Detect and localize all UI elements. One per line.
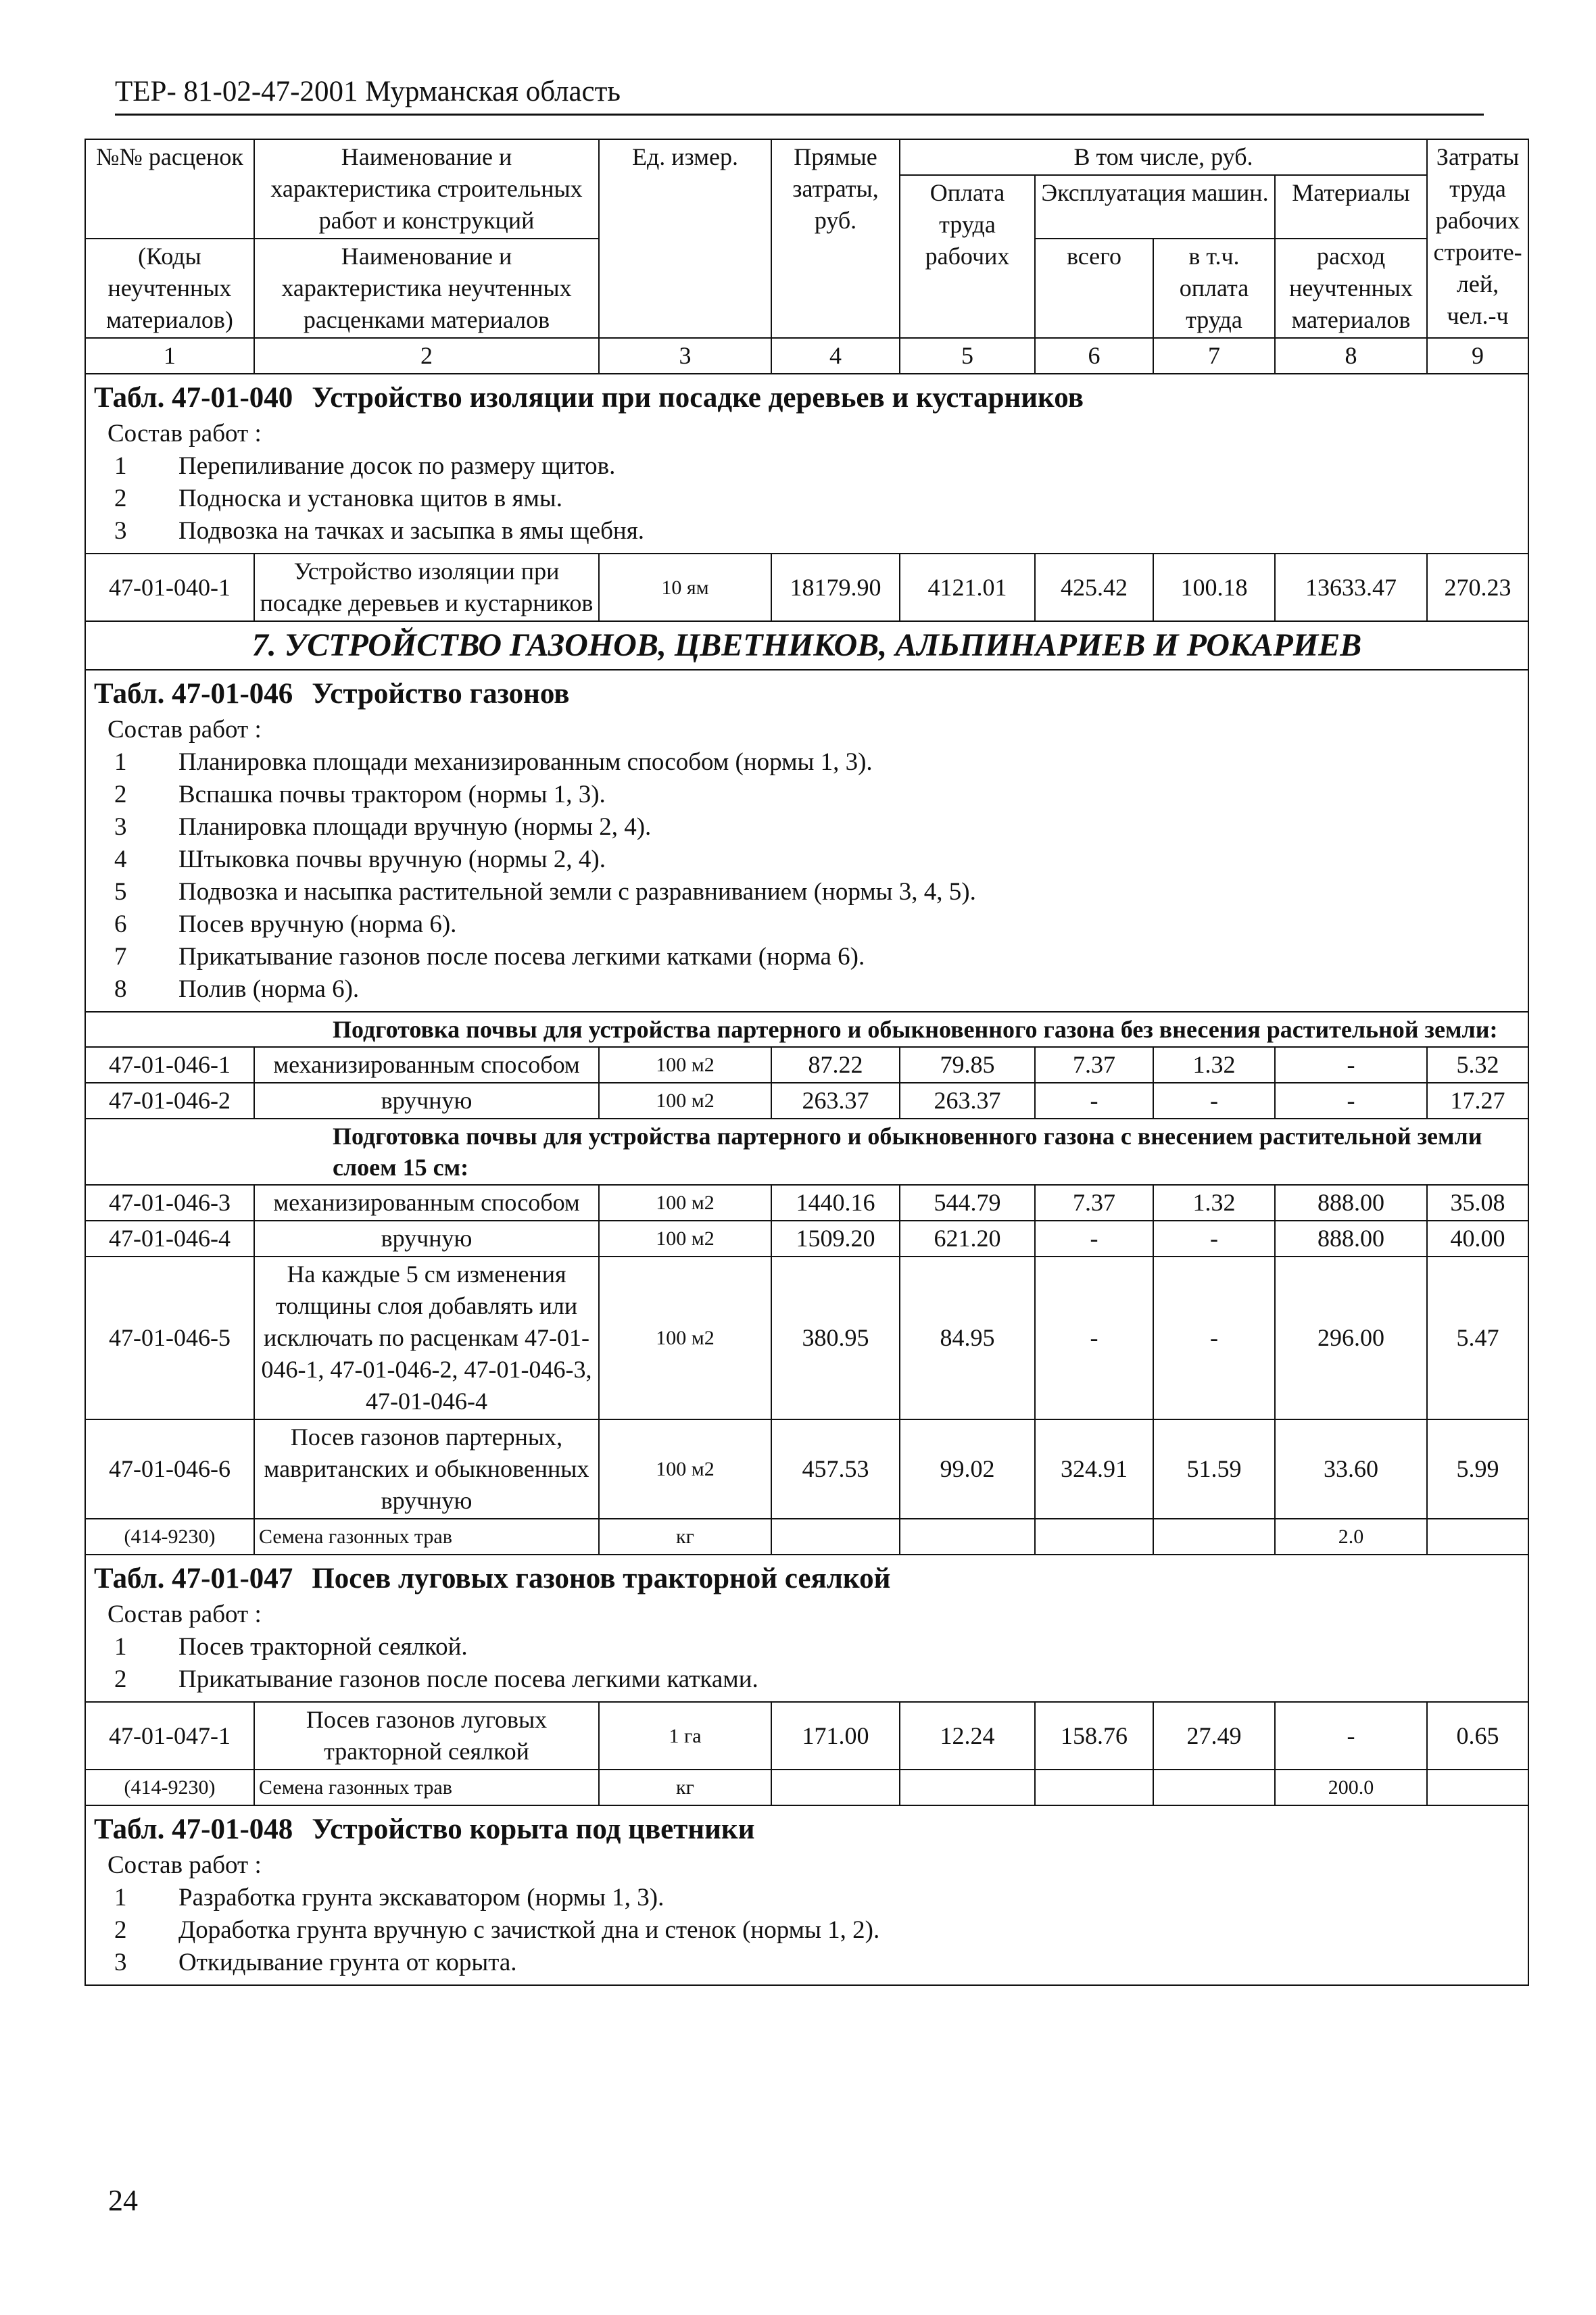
- step-number: 3: [114, 1949, 127, 1976]
- work-step: [94, 1882, 1520, 1914]
- rate-wages: 544.79: [900, 1185, 1035, 1221]
- rate-name: механизированным способом: [254, 1185, 599, 1221]
- rate-machines-total: 7.37: [1035, 1185, 1153, 1221]
- col-name-header: Наименование и характеристика строительных работ и конструкций: [254, 139, 599, 239]
- table-title: [94, 379, 1520, 418]
- subheading-row: [85, 1012, 1528, 1047]
- table-code: Табл. 47-01-040: [94, 382, 293, 414]
- step-number: 6: [114, 910, 127, 938]
- rate-code: 47-01-046-3: [85, 1185, 254, 1221]
- rate-name: На каждые 5 см изменения толщины слоя добавлять или исключать по расценкам 47-01-046-1, 47-01-046-2, 47-01-046-3, 47-01-046-4: [254, 1257, 599, 1419]
- rate-materials: 13633.47: [1275, 554, 1427, 621]
- col-number: 3: [599, 338, 771, 374]
- step-number: 2: [114, 1665, 127, 1693]
- rate-machines-total: 324.91: [1035, 1419, 1153, 1519]
- header-row-1: [85, 139, 1528, 175]
- step-number: 2: [114, 781, 127, 808]
- material-quantity: 2.0: [1275, 1519, 1427, 1555]
- col-unit-header: Ед. измер.: [599, 139, 771, 338]
- step-text: Вспашка почвы трактором (нормы 1, 3).: [178, 781, 606, 808]
- step-text: Подноска и установка щитов в ямы.: [178, 485, 563, 512]
- rate-direct-cost: 263.37: [771, 1083, 900, 1119]
- material-empty-cell: [1427, 1770, 1528, 1805]
- step-number: 3: [114, 813, 127, 841]
- material-name: Семена газонных трав: [254, 1770, 599, 1805]
- subheading-row: [85, 1119, 1528, 1185]
- rate-materials: 888.00: [1275, 1221, 1427, 1257]
- rate-unit: 100 м2: [599, 1257, 771, 1419]
- col-number: 2: [254, 338, 599, 374]
- col-code-unacc-header: (Коды неучтенных материалов): [85, 239, 254, 338]
- rate-name: Посев газонов партерных, мавританских и обыкновенных вручную: [254, 1419, 599, 1519]
- material-empty-cell: [900, 1770, 1035, 1805]
- col-number: 6: [1035, 338, 1153, 374]
- rate-code: 47-01-046-2: [85, 1083, 254, 1119]
- table-title: [94, 675, 1520, 714]
- rate-row: [85, 1702, 1528, 1770]
- step-text: Доработка грунта вручную с зачисткой дна и стенок (нормы 1, 2).: [178, 1916, 880, 1944]
- material-empty-cell: [1153, 1770, 1275, 1805]
- rate-name: механизированным способом: [254, 1047, 599, 1083]
- rate-machines-total: -: [1035, 1221, 1153, 1257]
- rate-wages: 99.02: [900, 1419, 1035, 1519]
- work-step: [94, 1631, 1520, 1663]
- rate-machines-total: 425.42: [1035, 554, 1153, 621]
- header-rule: [115, 114, 1484, 116]
- material-row: [85, 1770, 1528, 1805]
- rate-code: 47-01-046-6: [85, 1419, 254, 1519]
- work-step: [94, 1947, 1520, 1979]
- col-incl-header: В том числе, руб.: [900, 139, 1427, 175]
- step-number: 8: [114, 975, 127, 1003]
- rate-machines-total: 158.76: [1035, 1702, 1153, 1770]
- rate-code: 47-01-046-4: [85, 1221, 254, 1257]
- step-number: 1: [114, 452, 127, 480]
- rate-row: [85, 1185, 1528, 1221]
- work-step: [94, 746, 1520, 779]
- step-text: Подвозка и насыпка растительной земли с разравниванием (нормы 3, 4, 5).: [178, 878, 976, 906]
- composition-label: Состав работ :: [107, 716, 262, 744]
- step-text: Разработка грунта экскаватором (нормы 1, 3).: [178, 1884, 664, 1911]
- table-code: Табл. 47-01-047: [94, 1563, 293, 1594]
- step-text: Прикатывание газонов после посева легкими катками (норма 6).: [178, 943, 865, 971]
- table-code: Табл. 47-01-046: [94, 678, 293, 710]
- step-number: 3: [114, 517, 127, 545]
- rate-code: 47-01-046-1: [85, 1047, 254, 1083]
- work-step: [94, 1914, 1520, 1947]
- page-number: 24: [108, 2184, 138, 2217]
- material-code: (414-9230): [85, 1770, 254, 1805]
- col-number: 9: [1427, 338, 1528, 374]
- material-unit: кг: [599, 1519, 771, 1555]
- material-quantity: 200.0: [1275, 1770, 1427, 1805]
- table-section-row: [85, 670, 1528, 1012]
- work-step: [94, 908, 1520, 941]
- col-number: 8: [1275, 338, 1427, 374]
- column-number-row: [85, 338, 1528, 374]
- work-step: [94, 811, 1520, 844]
- step-number: 1: [114, 1884, 127, 1911]
- rate-machines-wage: -: [1153, 1221, 1275, 1257]
- rate-name: вручную: [254, 1221, 599, 1257]
- table-title: [94, 1559, 1520, 1599]
- table-name: Устройство газонов: [312, 678, 570, 710]
- col-materials-header: Материалы: [1275, 175, 1427, 239]
- rate-wages: 621.20: [900, 1221, 1035, 1257]
- rate-wages: 79.85: [900, 1047, 1035, 1083]
- col-number: 1: [85, 338, 254, 374]
- rate-row: [85, 1221, 1528, 1257]
- step-text: Посев тракторной сеялкой.: [178, 1633, 468, 1661]
- composition-label: Состав работ :: [107, 1851, 262, 1879]
- work-step: [94, 515, 1520, 547]
- material-empty-cell: [1035, 1770, 1153, 1805]
- rate-materials: -: [1275, 1083, 1427, 1119]
- material-empty-cell: [1427, 1519, 1528, 1555]
- rate-unit: 100 м2: [599, 1083, 771, 1119]
- rate-row: [85, 554, 1528, 621]
- composition-label: Состав работ :: [107, 1601, 262, 1628]
- rate-unit: 100 м2: [599, 1419, 771, 1519]
- work-step: [94, 1663, 1520, 1696]
- col-number: 4: [771, 338, 900, 374]
- rate-materials: 33.60: [1275, 1419, 1427, 1519]
- col-number: 5: [900, 338, 1035, 374]
- rate-direct-cost: 380.95: [771, 1257, 900, 1419]
- rate-direct-cost: 18179.90: [771, 554, 900, 621]
- rate-unit: 10 ям: [599, 554, 771, 621]
- rate-name: Посев газонов луговых тракторной сеялкой: [254, 1702, 599, 1770]
- material-unit: кг: [599, 1770, 771, 1805]
- table-code: Табл. 47-01-048: [94, 1813, 293, 1845]
- material-empty-cell: [1035, 1519, 1153, 1555]
- rate-labor: 40.00: [1427, 1221, 1528, 1257]
- step-text: Полив (норма 6).: [178, 975, 360, 1003]
- rate-direct-cost: 87.22: [771, 1047, 900, 1083]
- rate-direct-cost: 1440.16: [771, 1185, 900, 1221]
- rate-machines-total: 7.37: [1035, 1047, 1153, 1083]
- rate-unit: 100 м2: [599, 1185, 771, 1221]
- col-name-unacc-header: Наименование и характеристика неучтенных расценками материалов: [254, 239, 599, 338]
- step-number: 1: [114, 748, 127, 776]
- work-step: [94, 450, 1520, 483]
- table-section: [85, 670, 1528, 1012]
- material-empty-cell: [771, 1519, 900, 1555]
- rate-labor: 270.23: [1427, 554, 1528, 621]
- table-section-row: [85, 374, 1528, 554]
- col-machines-wage-header: в т.ч. оплата труда: [1153, 239, 1275, 338]
- step-text: Штыковка почвы вручную (нормы 2, 4).: [178, 846, 606, 873]
- col-number: 7: [1153, 338, 1275, 374]
- step-text: Планировка площади механизированным способом (нормы 1, 3).: [178, 748, 873, 776]
- material-empty-cell: [900, 1519, 1035, 1555]
- col-mat-unacc-header: расход неучтенных материалов: [1275, 239, 1427, 338]
- col-wages-header: Оплата труда рабочих: [900, 175, 1035, 338]
- subheading: Подготовка почвы для устройства партерного и обыкновенного газона с внесением растительной земли слоем 15 см:: [85, 1119, 1528, 1185]
- rate-unit: 100 м2: [599, 1047, 771, 1083]
- rate-labor: 35.08: [1427, 1185, 1528, 1221]
- material-name: Семена газонных трав: [254, 1519, 599, 1555]
- rate-machines-wage: 51.59: [1153, 1419, 1275, 1519]
- table-section-row: [85, 1555, 1528, 1702]
- rate-row: [85, 1083, 1528, 1119]
- rate-labor: 5.32: [1427, 1047, 1528, 1083]
- step-text: Откидывание грунта от корыта.: [178, 1949, 517, 1976]
- rate-code: 47-01-046-5: [85, 1257, 254, 1419]
- table-section: [85, 1805, 1528, 1985]
- table-section: [85, 1555, 1528, 1702]
- col-direct-header: Прямые затраты, руб.: [771, 139, 900, 338]
- rate-materials: -: [1275, 1047, 1427, 1083]
- chapter-heading: 7. УСТРОЙСТВО ГАЗОНОВ, ЦВЕТНИКОВ, АЛЬПИНАРИЕВ И РОКАРИЕВ: [85, 621, 1528, 670]
- rate-name: Устройство изоляции при посадке деревьев и кустарников: [254, 554, 599, 621]
- rate-wages: 4121.01: [900, 554, 1035, 621]
- work-step: [94, 779, 1520, 811]
- step-number: 2: [114, 1916, 127, 1944]
- rate-machines-wage: 27.49: [1153, 1702, 1275, 1770]
- step-text: Подвозка на тачках и засыпка в ямы щебня.: [178, 517, 644, 545]
- rate-row: [85, 1257, 1528, 1419]
- step-text: Планировка площади вручную (нормы 2, 4).: [178, 813, 652, 841]
- step-text: Перепиливание досок по размеру щитов.: [178, 452, 616, 480]
- work-step: [94, 483, 1520, 515]
- rate-name: вручную: [254, 1083, 599, 1119]
- step-number: 2: [114, 485, 127, 512]
- step-number: 1: [114, 1633, 127, 1661]
- material-row: [85, 1519, 1528, 1555]
- table-section: [85, 374, 1528, 554]
- step-number: 7: [114, 943, 127, 971]
- rate-labor: 5.47: [1427, 1257, 1528, 1419]
- table-name: Устройство корыта под цветники: [312, 1813, 755, 1845]
- rate-direct-cost: 1509.20: [771, 1221, 900, 1257]
- rate-unit: 1 га: [599, 1702, 771, 1770]
- rate-machines-total: -: [1035, 1083, 1153, 1119]
- step-text: Прикатывание газонов после посева легкими катками.: [178, 1665, 758, 1693]
- rate-wages: 263.37: [900, 1083, 1035, 1119]
- table-title: [94, 1810, 1520, 1849]
- composition-label: Состав работ :: [107, 420, 262, 447]
- subheading: Подготовка почвы для устройства партерного и обыкновенного газона без внесения растительной земли:: [85, 1012, 1528, 1047]
- work-step: [94, 844, 1520, 876]
- rate-machines-wage: 1.32: [1153, 1047, 1275, 1083]
- rates-table: [84, 139, 1529, 1986]
- rate-wages: 84.95: [900, 1257, 1035, 1419]
- rate-machines-wage: 100.18: [1153, 554, 1275, 621]
- material-empty-cell: [1153, 1519, 1275, 1555]
- rate-code: 47-01-047-1: [85, 1702, 254, 1770]
- col-code-header: №№ расценок: [85, 139, 254, 239]
- rate-materials: -: [1275, 1702, 1427, 1770]
- rate-materials: 888.00: [1275, 1185, 1427, 1221]
- rate-wages: 12.24: [900, 1702, 1035, 1770]
- rate-unit: 100 м2: [599, 1221, 771, 1257]
- table-name: Посев луговых газонов тракторной сеялкой: [312, 1563, 891, 1594]
- rate-row: [85, 1419, 1528, 1519]
- rate-labor: 17.27: [1427, 1083, 1528, 1119]
- table-section-row: [85, 1805, 1528, 1985]
- rate-row: [85, 1047, 1528, 1083]
- step-number: 5: [114, 878, 127, 906]
- table-name: Устройство изоляции при посадке деревьев и кустарников: [312, 382, 1084, 414]
- rate-machines-total: -: [1035, 1257, 1153, 1419]
- col-labor-header: Затраты труда рабочих строите- лей, чел.-ч: [1427, 139, 1528, 338]
- rate-direct-cost: 171.00: [771, 1702, 900, 1770]
- rate-materials: 296.00: [1275, 1257, 1427, 1419]
- rate-code: 47-01-040-1: [85, 554, 254, 621]
- work-step: [94, 941, 1520, 973]
- rate-machines-wage: -: [1153, 1083, 1275, 1119]
- chapter-row: [85, 621, 1528, 670]
- rate-labor: 0.65: [1427, 1702, 1528, 1770]
- material-empty-cell: [771, 1770, 900, 1805]
- rate-machines-wage: -: [1153, 1257, 1275, 1419]
- work-step: [94, 973, 1520, 1006]
- step-number: 4: [114, 846, 127, 873]
- rate-direct-cost: 457.53: [771, 1419, 900, 1519]
- rate-labor: 5.99: [1427, 1419, 1528, 1519]
- rate-machines-wage: 1.32: [1153, 1185, 1275, 1221]
- page-header: ТЕР- 81-02-47-2001 Мурманская область: [115, 76, 621, 107]
- step-text: Посев вручную (норма 6).: [178, 910, 457, 938]
- material-code: (414-9230): [85, 1519, 254, 1555]
- work-step: [94, 876, 1520, 908]
- col-machines-total-header: всего: [1035, 239, 1153, 338]
- col-machines-header: Эксплуатация машин.: [1035, 175, 1275, 239]
